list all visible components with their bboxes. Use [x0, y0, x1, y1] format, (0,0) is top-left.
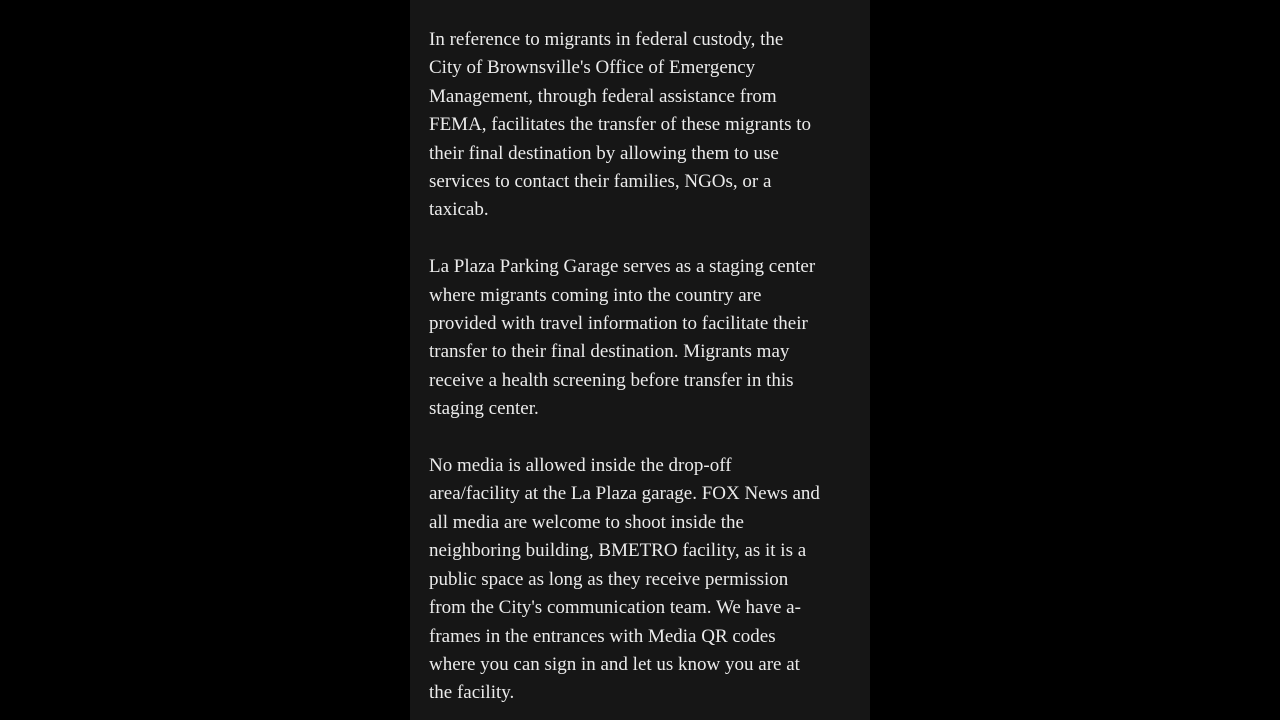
text-line: neighboring building, BMETRO facility, as it is a — [429, 540, 807, 562]
text-line: La Plaza Parking Garage serves as a staging center — [429, 256, 816, 278]
text-line: FEMA, facilitates the transfer of these migrants to — [429, 114, 812, 136]
text-line: staging center. — [429, 398, 539, 420]
text-line: provided with travel information to facilitate their — [429, 313, 808, 335]
paragraph-media-policy — [429, 452, 853, 708]
text-line: services to contact their families, NGOs, or a — [429, 171, 772, 193]
text-line: public space as long as they receive permission — [429, 568, 789, 590]
text-line: area/facility at the La Plaza garage. FOX News and — [429, 483, 820, 505]
text-line: the facility. — [429, 682, 515, 704]
text-line: their final destination by allowing them to use — [429, 142, 779, 164]
text-line: taxicab. — [429, 199, 489, 221]
statement-text — [429, 26, 853, 720]
text-line: In reference to migrants in federal custody, the — [429, 29, 784, 50]
text-line: No media is allowed inside the drop-off — [429, 455, 732, 477]
text-line: all media are welcome to shoot inside the — [429, 511, 744, 533]
text-line: City of Brownsville's Office of Emergency — [429, 57, 756, 79]
text-line: where migrants coming into the country are — [429, 284, 762, 306]
text-line: receive a health screening before transfer in this — [429, 369, 794, 391]
text-line: Management, through federal assistance from — [429, 85, 777, 107]
text-line: where you can sign in and let us know you are at — [429, 653, 800, 675]
paragraph-staging-center — [429, 253, 853, 423]
statement-panel — [410, 0, 870, 720]
paragraph-custody-transfer — [429, 26, 853, 225]
text-line: transfer to their final destination. Migrants may — [429, 341, 790, 363]
text-line: frames in the entrances with Media QR codes — [429, 625, 776, 647]
text-line: from the City's communication team. We have a- — [429, 597, 801, 619]
